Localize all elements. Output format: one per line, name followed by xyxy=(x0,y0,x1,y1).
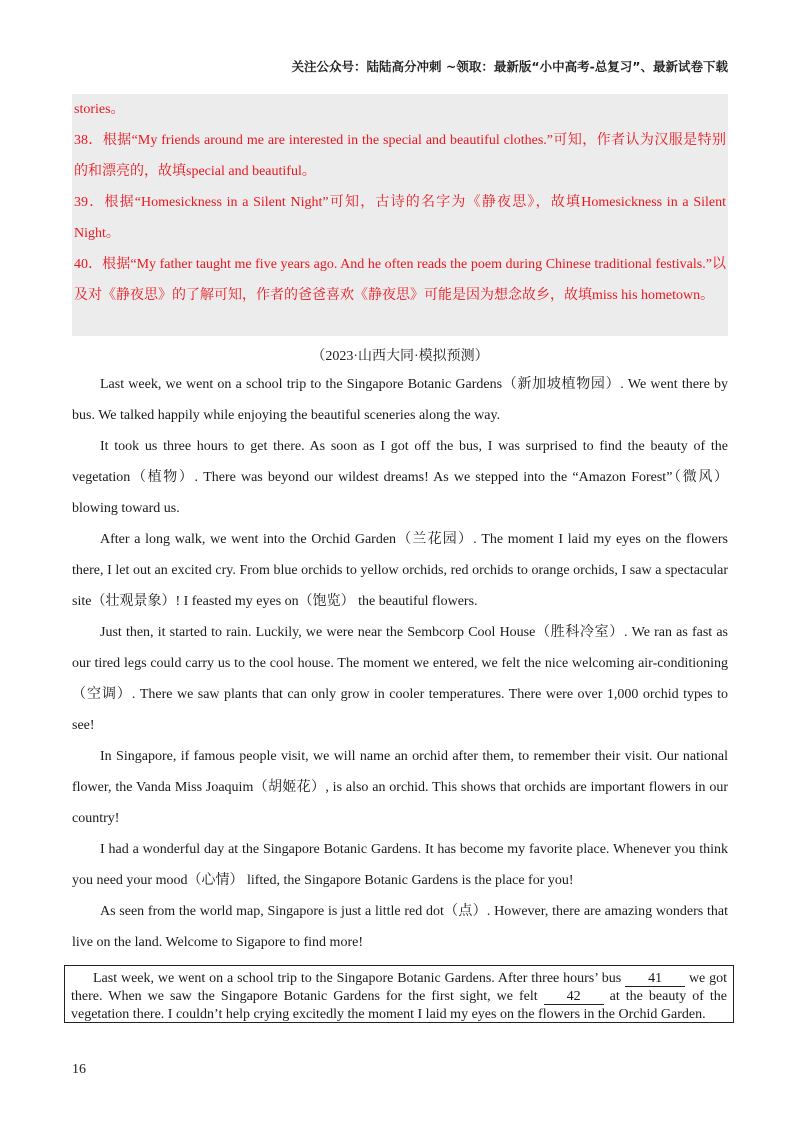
passage-paragraph: Just then, it started to rain. Luckily, we were near the Sembcorp Cool House（胜科冷室）. We ran as fast as our tired legs could carry us to the cool house. The moment we entered, we felt the nice welcoming air-conditioning（空调）. There we saw plants that can only grow in cooler temperatures. There were over 1,000 orchid types to see! xyxy=(72,625,728,733)
summary-box xyxy=(64,965,734,1023)
page-header: 关注公众号：陆陆高分冲刺 ~领取：最新版“小中高考-总复习”、最新试卷下载 xyxy=(291,59,728,74)
answer-39: 39．根据“Homesickness in a Silent Night”可知，古诗的名字为《静夜思》，故填Homesickness in a Silent Night。 xyxy=(74,195,726,241)
summary-part-3: at the beauty of the vegetation there. I couldn’t help crying excitedly the moment I laid my eyes on the flowers in the Orchid Garden. xyxy=(71,989,728,1022)
answer-40: 40．根据“My father taught me five years ago. And he often reads the poem during Chinese traditional festivals.”以及对《静夜思》的了解可知，作者的爸爸喜欢《静夜思》可能是因为想念故乡，故填miss his hometown。 xyxy=(74,257,726,303)
blank-42[interactable]: 42 xyxy=(544,989,604,1005)
blank-41[interactable]: 41 xyxy=(625,971,685,987)
passage-paragraph: It took us three hours to get there. As soon as I got off the bus, I was surprised to find the beauty of the vegetation（植物）. There was beyond our wildest dreams! As we stepped into the “Amazon Forest”（微风）blowing toward us. xyxy=(72,439,728,516)
summary-part-2: we got there. When we saw the Singapore Botanic Gardens for the first sight, we felt xyxy=(71,971,728,1004)
summary-text xyxy=(71,970,727,1024)
passage-paragraph: Last week, we went on a school trip to the Singapore Botanic Gardens（新加坡植物园）. We went there by bus. We talked happily while enjoying the beautiful sceneries along the way. xyxy=(72,377,728,423)
answer-line: stories。 xyxy=(74,102,125,117)
page-number: 16 xyxy=(72,1062,86,1077)
passage-paragraph: I had a wonderful day at the Singapore Botanic Gardens. It has become my favorite place. Whenever you think you need your mood（心情） lifted, the Singapore Botanic Gardens is the place for you! xyxy=(72,842,728,888)
question-source: （2023·山西大同·模拟预测） xyxy=(311,349,489,364)
answer-explanations xyxy=(72,94,728,336)
passage-paragraph: As seen from the world map, Singapore is just a little red dot（点）. However, there are amazing wonders that live on the land. Welcome to Sigapore to find more! xyxy=(72,904,728,950)
summary-part-1: Last week, we went on a school trip to the Singapore Botanic Gardens. After three hours’ bus xyxy=(93,971,622,986)
passage-paragraph: In Singapore, if famous people visit, we will name an orchid after them, to remember their visit. Our national flower, the Vanda Miss Joaquim（胡姬花）, is also an orchid. This shows that orchids are important flowers in our country! xyxy=(72,749,728,826)
passage-paragraph: After a long walk, we went into the Orchid Garden（兰花园）. The moment I laid my eyes on the flowers there, I let out an excited cry. From blue orchids to yellow orchids, red orchids to orange orchids, I saw a spectacular site（壮观景象）! I feasted my eyes on（饱览） the beautiful flowers. xyxy=(72,532,728,609)
reading-passage xyxy=(72,369,728,958)
answer-38: 38．根据“My friends around me are interested in the special and beautiful clothes.”可知，作者认为汉服是特别的和漂亮的，故填special and beautiful。 xyxy=(74,133,726,179)
